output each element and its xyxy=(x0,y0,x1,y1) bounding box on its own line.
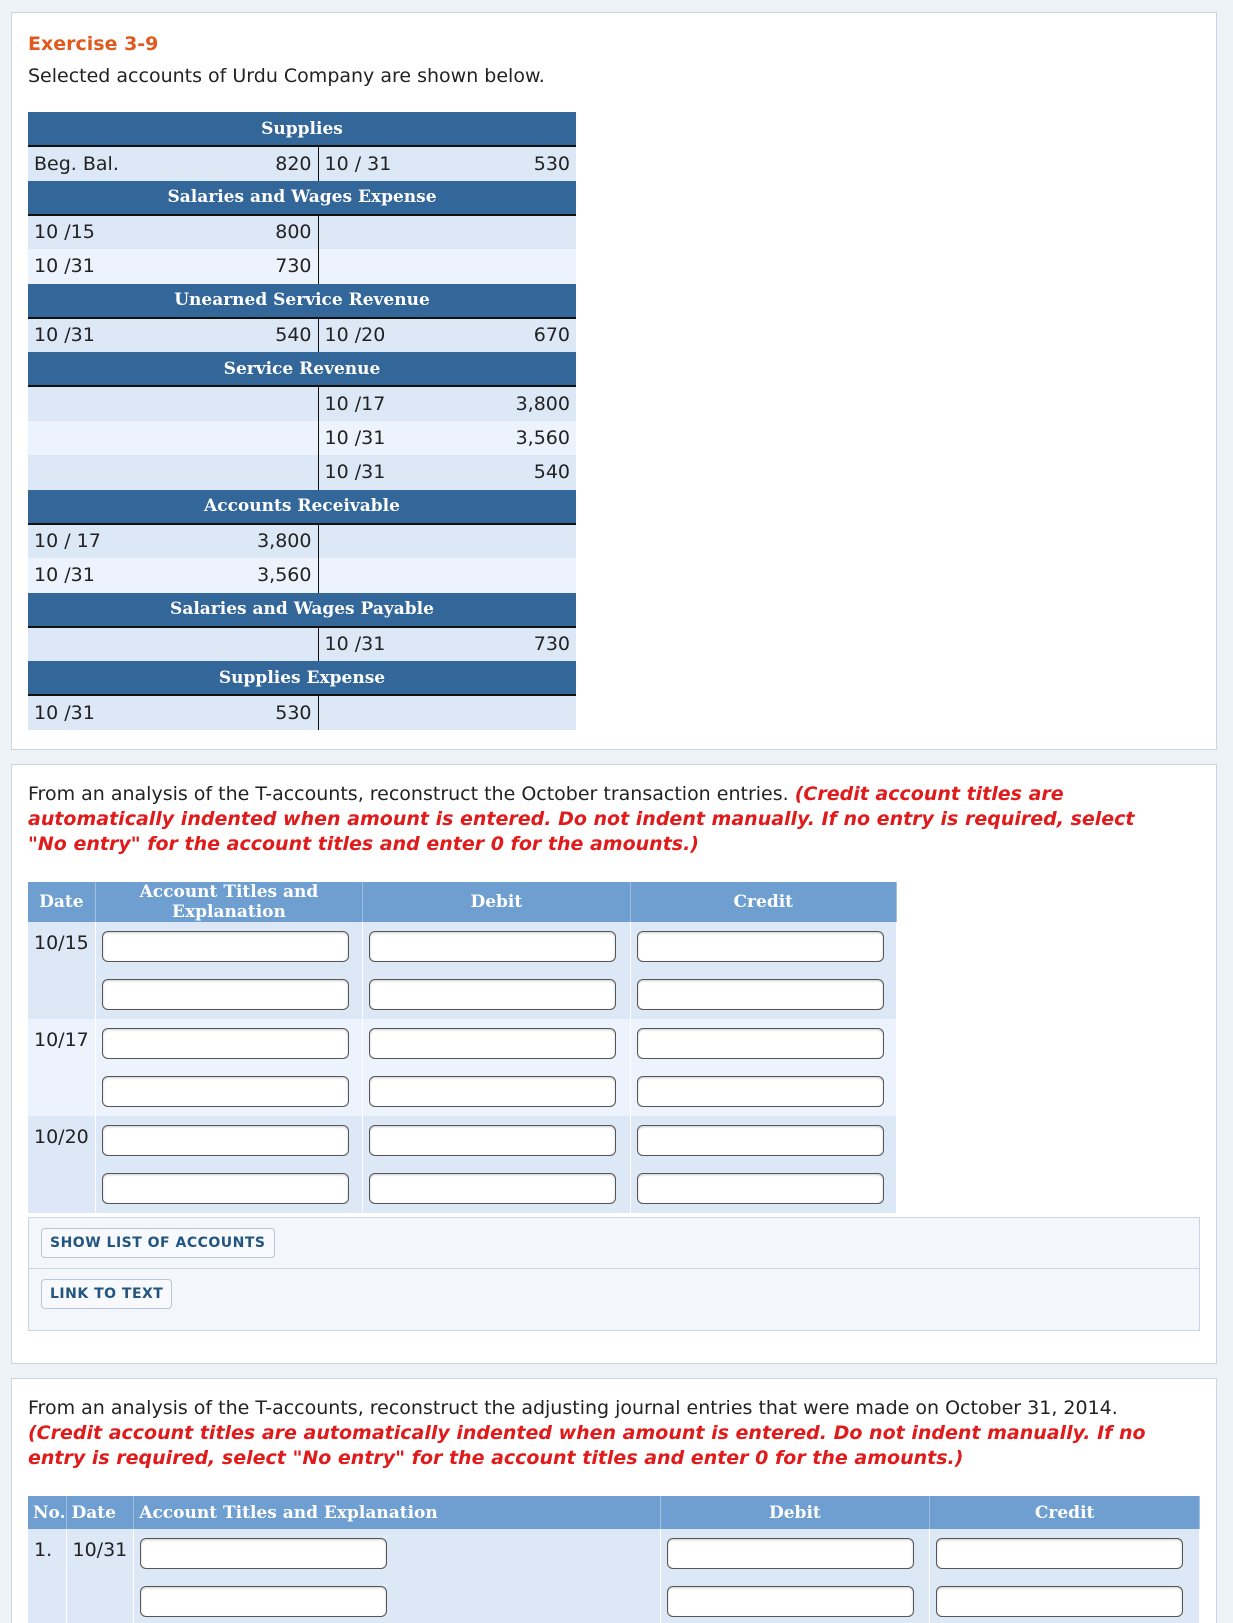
credit-date xyxy=(318,524,448,559)
t-account-row xyxy=(28,455,576,490)
debit-amount: 800 xyxy=(201,215,318,250)
account-title-input[interactable] xyxy=(102,1028,349,1059)
divider xyxy=(29,1268,1199,1269)
t-account-header xyxy=(28,112,576,146)
credit-input[interactable] xyxy=(637,1173,884,1204)
journal-row xyxy=(28,1165,897,1214)
entry-number: 1. xyxy=(28,1529,66,1578)
t-account-row xyxy=(28,524,576,559)
journal-header xyxy=(28,1496,1200,1529)
account-title-input[interactable] xyxy=(102,979,349,1010)
debit-input[interactable] xyxy=(667,1586,914,1617)
debit-cell xyxy=(363,1116,630,1165)
t-account-header xyxy=(28,593,576,627)
adjusting-journal-table xyxy=(28,1496,1200,1623)
t-account-header xyxy=(28,284,576,318)
credit-input[interactable] xyxy=(936,1586,1183,1617)
t-account-name: Salaries and Wages Expense xyxy=(28,181,576,215)
debit-amount xyxy=(201,455,318,490)
credit-amount xyxy=(448,524,576,559)
debit-amount: 820 xyxy=(201,146,318,181)
col-date: Date xyxy=(66,1496,134,1529)
debit-input[interactable] xyxy=(369,1125,616,1156)
t-account-row xyxy=(28,318,576,353)
instruction-note: (Credit account titles are automatically indented when amount is entered. Do not indent manually. If no entry is required, select "No entry" for the account titles and enter 0 for the amounts.) xyxy=(28,783,1135,855)
credit-amount: 530 xyxy=(448,146,576,181)
account-title-input[interactable] xyxy=(102,1173,349,1204)
account-cell xyxy=(95,971,362,1020)
credit-input[interactable] xyxy=(637,931,884,962)
debit-amount: 540 xyxy=(201,318,318,353)
account-title-input[interactable] xyxy=(140,1538,387,1569)
credit-cell xyxy=(930,1578,1200,1623)
entry-date xyxy=(66,1578,134,1623)
credit-input[interactable] xyxy=(637,1125,884,1156)
instruction-text: From an analysis of the T-accounts, reconstruct the October transaction entries. xyxy=(28,783,795,805)
t-account-row xyxy=(28,627,576,662)
debit-input[interactable] xyxy=(369,1173,616,1204)
account-title-input[interactable] xyxy=(140,1586,387,1617)
t-account-name: Accounts Receivable xyxy=(28,490,576,524)
credit-date: 10 /20 xyxy=(318,318,448,353)
t-account-row xyxy=(28,386,576,421)
journal-row xyxy=(28,1529,1200,1578)
debit-amount: 530 xyxy=(201,695,318,730)
action-box xyxy=(28,1217,1200,1331)
credit-cell xyxy=(630,971,896,1020)
credit-amount: 730 xyxy=(448,627,576,662)
t-account-name: Supplies Expense xyxy=(28,661,576,695)
debit-cell xyxy=(363,1019,630,1068)
credit-amount: 670 xyxy=(448,318,576,353)
col-no: No. xyxy=(28,1496,66,1529)
t-account-name: Salaries and Wages Payable xyxy=(28,593,576,627)
credit-date: 10 /31 xyxy=(318,455,448,490)
col-account: Account Titles and Explanation xyxy=(134,1496,660,1529)
debit-cell xyxy=(363,971,630,1020)
instruction-note: (Credit account titles are automatically indented when amount is entered. Do not indent manually. If no entry is required, select "No entry" for the account titles and enter 0 for the amounts.) xyxy=(28,1422,1146,1469)
col-credit: Credit xyxy=(930,1496,1200,1529)
credit-amount xyxy=(448,215,576,250)
debit-amount xyxy=(201,627,318,662)
credit-cell xyxy=(630,1165,896,1214)
debit-cell xyxy=(660,1529,930,1578)
credit-cell xyxy=(630,1019,896,1068)
account-title-input[interactable] xyxy=(102,931,349,962)
journal-row xyxy=(28,1068,897,1117)
account-cell xyxy=(95,1019,362,1068)
debit-date: 10 /31 xyxy=(28,695,201,730)
t-account-row xyxy=(28,215,576,250)
credit-input[interactable] xyxy=(936,1538,1183,1569)
credit-date: 10 /31 xyxy=(318,421,448,456)
debit-date: 10 /31 xyxy=(28,318,201,353)
debit-date xyxy=(28,421,201,456)
debit-date xyxy=(28,386,201,421)
debit-amount xyxy=(201,421,318,456)
journal-row xyxy=(28,922,897,971)
t-account-row xyxy=(28,421,576,456)
t-account-header xyxy=(28,181,576,215)
transaction-entries-panel xyxy=(11,764,1217,1364)
instructions xyxy=(28,782,1178,857)
t-account-name: Supplies xyxy=(28,112,576,146)
journal-header xyxy=(28,882,897,922)
debit-amount: 3,560 xyxy=(201,558,318,593)
debit-input[interactable] xyxy=(369,1076,616,1107)
credit-input[interactable] xyxy=(637,979,884,1010)
entry-number xyxy=(28,1578,66,1623)
t-account-header xyxy=(28,352,576,386)
credit-input[interactable] xyxy=(637,1076,884,1107)
instruction-text: From an analysis of the T-accounts, reconstruct the adjusting journal entries that were made on October 31, 2014. xyxy=(28,1397,1118,1419)
entry-date xyxy=(28,971,95,1020)
credit-date xyxy=(318,215,448,250)
credit-cell xyxy=(630,1068,896,1117)
debit-amount xyxy=(201,386,318,421)
debit-cell xyxy=(660,1578,930,1623)
account-cell xyxy=(95,1165,362,1214)
credit-date: 10 /31 xyxy=(318,627,448,662)
exercise-title: Exercise 3-9 xyxy=(28,33,159,55)
debit-cell xyxy=(363,1068,630,1117)
debit-date: 10 /31 xyxy=(28,249,201,284)
debit-date xyxy=(28,627,201,662)
col-credit: Credit xyxy=(630,882,896,922)
t-account-row xyxy=(28,146,576,181)
t-account-name: Service Revenue xyxy=(28,352,576,386)
credit-date xyxy=(318,558,448,593)
t-account-header xyxy=(28,490,576,524)
col-debit: Debit xyxy=(363,882,630,922)
account-cell xyxy=(95,1068,362,1117)
debit-input[interactable] xyxy=(369,979,616,1010)
journal-row xyxy=(28,971,897,1020)
adjusting-entries-panel xyxy=(11,1378,1217,1623)
debit-input[interactable] xyxy=(667,1538,914,1569)
credit-cell xyxy=(630,922,896,971)
entry-date xyxy=(28,1165,95,1214)
debit-cell xyxy=(363,1165,630,1214)
entry-date: 10/20 xyxy=(28,1116,95,1165)
account-cell xyxy=(95,1116,362,1165)
entry-date: 10/15 xyxy=(28,922,95,971)
credit-amount xyxy=(448,695,576,730)
credit-amount: 3,800 xyxy=(448,386,576,421)
col-account: Account Titles and Explanation xyxy=(95,882,362,922)
journal-row xyxy=(28,1019,897,1068)
credit-cell xyxy=(930,1529,1200,1578)
debit-date: 10 / 17 xyxy=(28,524,201,559)
journal-row xyxy=(28,1116,897,1165)
account-cell xyxy=(134,1529,660,1578)
instructions xyxy=(28,1396,1188,1471)
debit-input[interactable] xyxy=(369,931,616,962)
credit-date: 10 / 31 xyxy=(318,146,448,181)
debit-date: 10 /31 xyxy=(28,558,201,593)
account-title-input[interactable] xyxy=(102,1125,349,1156)
account-cell xyxy=(95,922,362,971)
journal-row xyxy=(28,1578,1200,1623)
t-account-row xyxy=(28,695,576,730)
col-date: Date xyxy=(28,882,95,922)
show-list-of-accounts-button[interactable]: SHOW LIST OF ACCOUNTS xyxy=(41,1228,275,1258)
debit-input[interactable] xyxy=(369,1028,616,1059)
exercise-intro: Selected accounts of Urdu Company are shown below. xyxy=(28,65,545,87)
exercise-panel xyxy=(11,12,1217,750)
journal-table xyxy=(28,882,897,1213)
link-to-text-button[interactable]: LINK TO TEXT xyxy=(41,1279,172,1309)
debit-cell xyxy=(363,922,630,971)
debit-date: Beg. Bal. xyxy=(28,146,201,181)
credit-date xyxy=(318,249,448,284)
debit-date xyxy=(28,455,201,490)
credit-amount xyxy=(448,558,576,593)
debit-amount: 730 xyxy=(201,249,318,284)
t-account-row xyxy=(28,249,576,284)
entry-date: 10/31 xyxy=(66,1529,134,1578)
credit-amount: 3,560 xyxy=(448,421,576,456)
credit-input[interactable] xyxy=(637,1028,884,1059)
col-debit: Debit xyxy=(660,1496,930,1529)
credit-amount: 540 xyxy=(448,455,576,490)
credit-cell xyxy=(630,1116,896,1165)
t-account-header xyxy=(28,661,576,695)
entry-date xyxy=(28,1068,95,1117)
credit-amount xyxy=(448,249,576,284)
t-accounts-table xyxy=(28,112,576,730)
entry-date: 10/17 xyxy=(28,1019,95,1068)
credit-date xyxy=(318,695,448,730)
credit-date: 10 /17 xyxy=(318,386,448,421)
debit-date: 10 /15 xyxy=(28,215,201,250)
account-title-input[interactable] xyxy=(102,1076,349,1107)
debit-amount: 3,800 xyxy=(201,524,318,559)
t-account-name: Unearned Service Revenue xyxy=(28,284,576,318)
t-account-row xyxy=(28,558,576,593)
account-cell xyxy=(134,1578,660,1623)
